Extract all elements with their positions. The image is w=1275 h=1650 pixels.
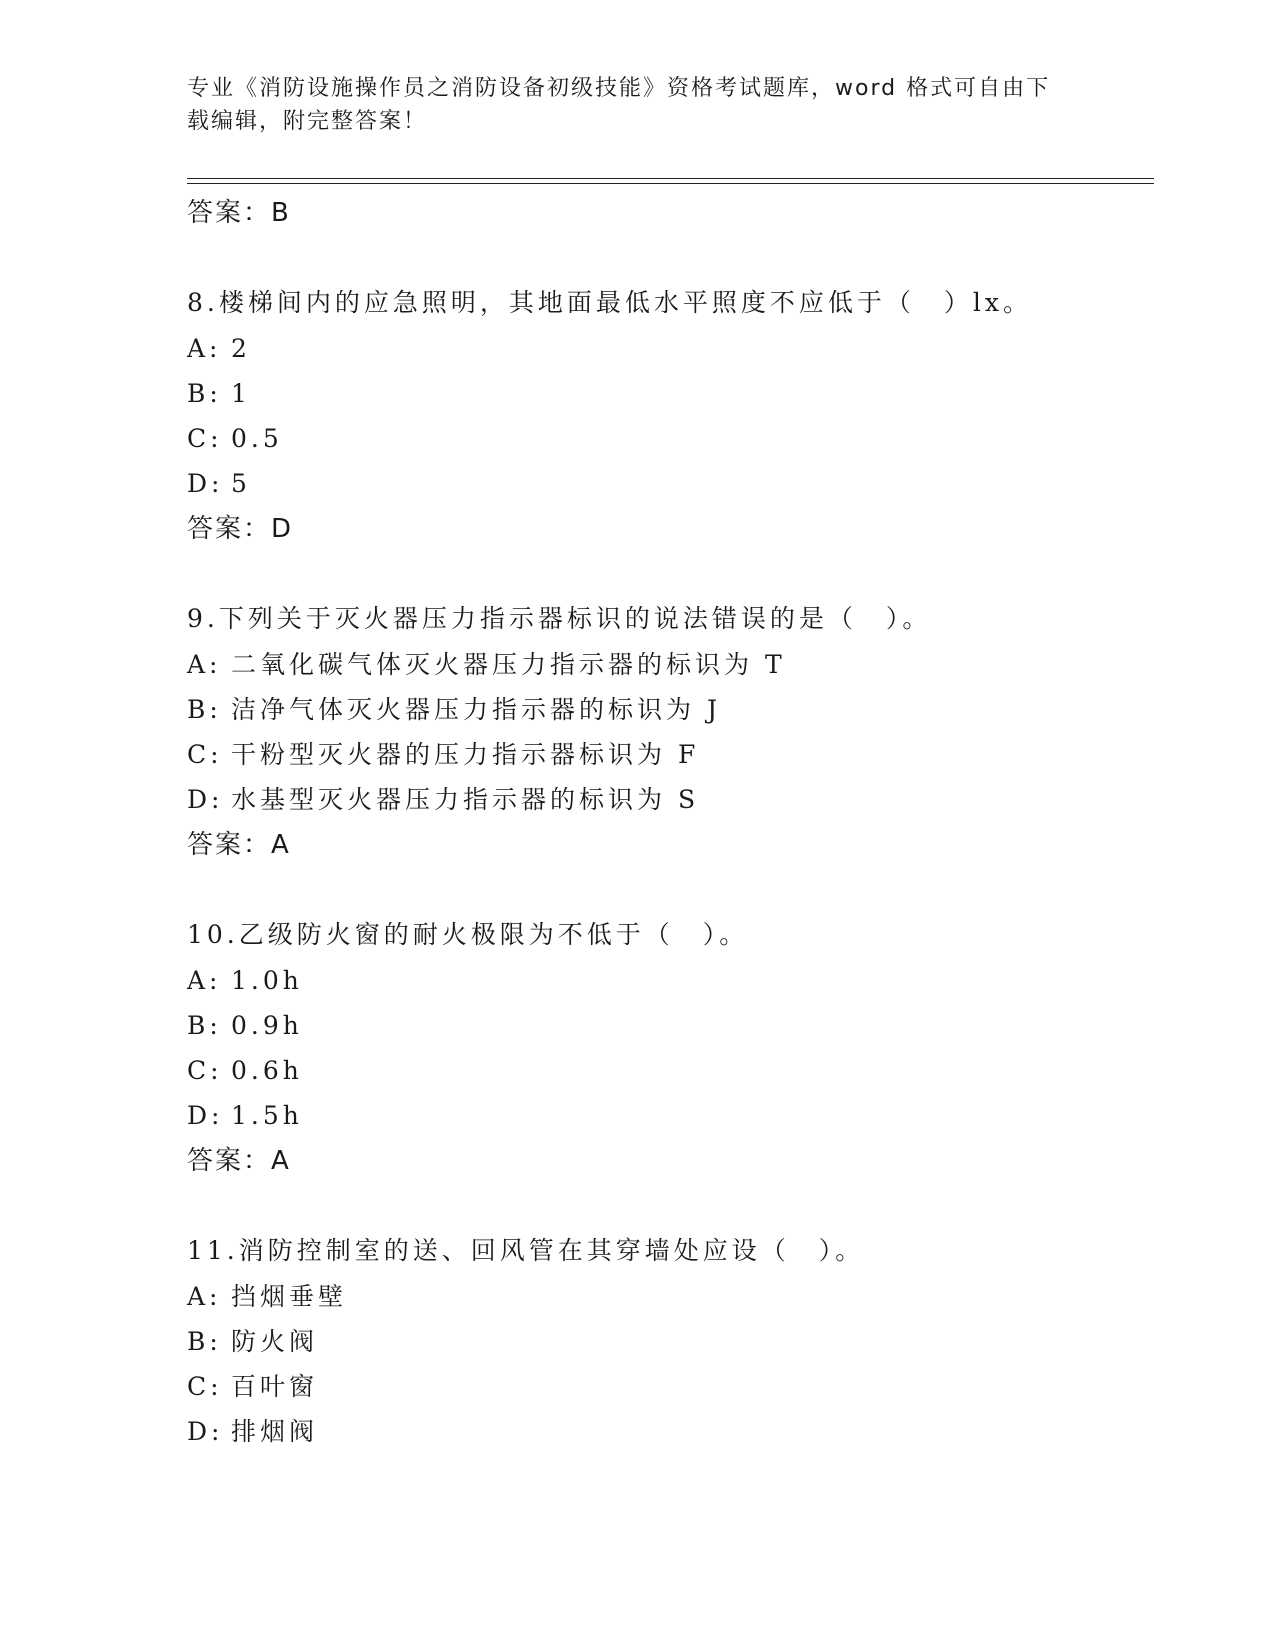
question-text: 9.下列关于灭火器压力指示器标识的说法错误的是（ ）。 <box>187 604 932 633</box>
header-rule-bottom <box>187 183 1154 184</box>
option-a <box>187 958 1154 1003</box>
question-block <box>187 912 1154 1184</box>
option-letter: A: <box>187 966 222 995</box>
option-b <box>187 1003 1154 1048</box>
option-letter: C: <box>187 740 223 769</box>
question-text: 8.楼梯间内的应急照明，其地面最低水平照度不应低于（ ）lx。 <box>187 288 1032 317</box>
option-text: 百叶窗 <box>231 1372 319 1401</box>
option-text: 水基型灭火器压力指示器的标识为 S <box>231 785 700 814</box>
option-a <box>187 326 1154 371</box>
option-letter: D: <box>187 469 224 498</box>
option-text: 2 <box>231 334 251 363</box>
option-d <box>187 461 1154 506</box>
option-d <box>187 1409 1154 1454</box>
option-letter: A: <box>187 1282 222 1311</box>
option-letter: D: <box>187 1417 224 1446</box>
answer-label: 答案：A <box>187 830 291 860</box>
option-c <box>187 416 1154 461</box>
option-letter: A: <box>187 334 222 363</box>
option-text: 1.0h <box>231 966 303 995</box>
option-letter: C: <box>187 424 223 453</box>
option-letter: B: <box>187 1327 222 1356</box>
option-text: 洁净气体灭火器压力指示器的标识为 J <box>231 695 721 724</box>
question-block <box>187 1228 1154 1454</box>
question-block <box>187 280 1154 552</box>
option-d <box>187 777 1154 822</box>
option-letter: B: <box>187 1011 222 1040</box>
option-text: 排烟阀 <box>231 1417 319 1446</box>
option-text: 挡烟垂壁 <box>231 1282 348 1311</box>
option-b <box>187 371 1154 416</box>
question-text: 10.乙级防火窗的耐火极限为不低于（ ）。 <box>187 920 749 949</box>
option-text: 干粉型灭火器的压力指示器标识为 F <box>231 740 700 769</box>
option-text: 0.9h <box>231 1011 303 1040</box>
option-a <box>187 1274 1154 1319</box>
option-letter: D: <box>187 785 224 814</box>
option-letter: C: <box>187 1372 223 1401</box>
document-header <box>187 72 1067 138</box>
question-list <box>187 190 1154 1454</box>
option-text: 1 <box>231 379 251 408</box>
header-line-1: 专业《消防设施操作员之消防设备初级技能》资格考试题库，word 格式可自由下 <box>187 76 1051 101</box>
option-text: 0.6h <box>231 1056 303 1085</box>
header-rule-top <box>187 178 1154 179</box>
option-d <box>187 1093 1154 1138</box>
option-c <box>187 732 1154 777</box>
option-letter: B: <box>187 695 222 724</box>
option-b <box>187 1319 1154 1364</box>
answer-label: 答案：A <box>187 1146 291 1176</box>
option-text: 二氧化碳气体灭火器压力指示器的标识为 T <box>231 650 786 679</box>
previous-answer: 答案：B <box>187 198 291 228</box>
option-text: 0.5 <box>231 424 283 453</box>
option-letter: A: <box>187 650 222 679</box>
option-letter: B: <box>187 379 222 408</box>
question-block <box>187 596 1154 868</box>
option-text: 防火阀 <box>231 1327 319 1356</box>
option-letter: C: <box>187 1056 223 1085</box>
question-text: 11.消防控制室的送、回风管在其穿墙处应设（ ）。 <box>187 1236 865 1265</box>
header-line-2: 载编辑，附完整答案！ <box>187 109 428 134</box>
option-c <box>187 1048 1154 1093</box>
option-text: 5 <box>231 469 251 498</box>
answer-label: 答案：D <box>187 514 294 544</box>
option-b <box>187 687 1154 732</box>
option-a <box>187 642 1154 687</box>
option-c <box>187 1364 1154 1409</box>
option-text: 1.5h <box>231 1101 303 1130</box>
option-letter: D: <box>187 1101 224 1130</box>
